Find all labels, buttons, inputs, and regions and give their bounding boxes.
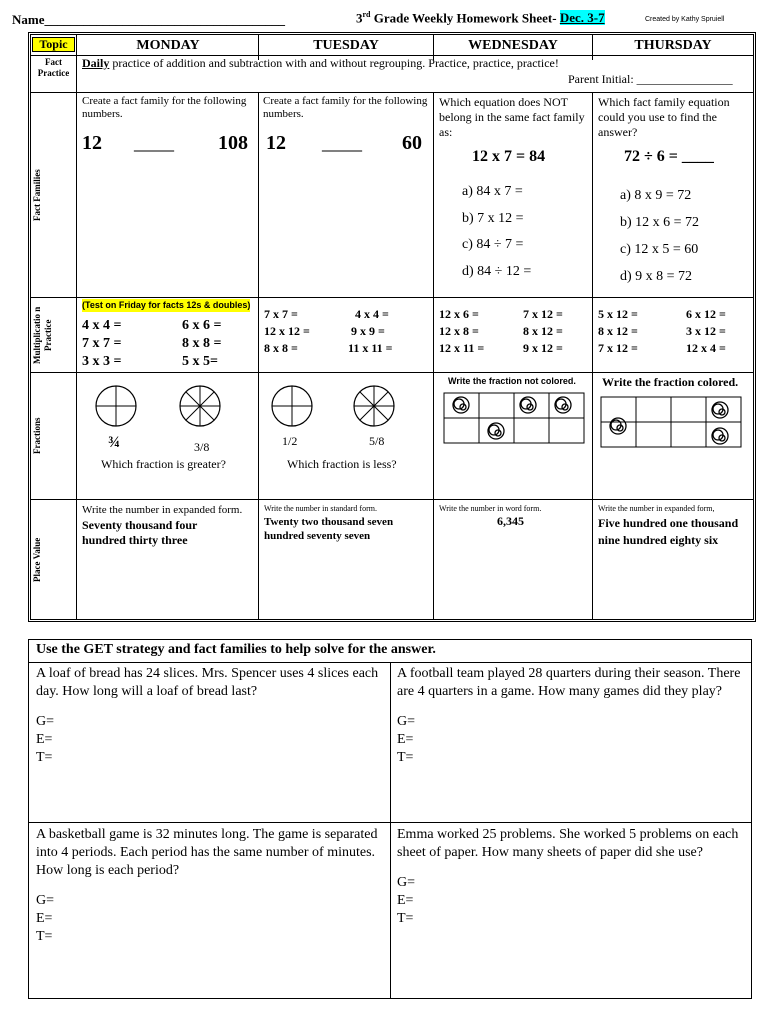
fraction-one-half: 1/2 xyxy=(282,434,298,448)
mult-thursday-5: 7 x 12 = xyxy=(598,341,638,355)
title-text: Grade Weekly Homework Sheet- xyxy=(370,10,560,26)
mult-wednesday-3: 12 x 8 = xyxy=(439,324,479,338)
get-equation: E= xyxy=(397,893,414,908)
ff-wednesday-option-c: c) 84 ÷ 7 = xyxy=(462,237,524,252)
ff-tuesday-blank: ____ xyxy=(322,132,362,154)
mult-monday-1: 4 x 4 = xyxy=(82,318,122,333)
fraction-grid-not-colored xyxy=(443,392,585,444)
pv-monday-prompt: Write the number in expanded form. xyxy=(82,504,243,516)
day-monday: MONDAY xyxy=(136,38,200,53)
problem-text: A basketball game is 32 minutes long. The game is separated into 4 periods. Each period has the same number of minutes. How long is each period? xyxy=(36,827,378,878)
fraction-five-eighths: 5/8 xyxy=(369,434,385,448)
page-title xyxy=(356,10,605,26)
pv-thursday-prompt: Write the number in expanded form, xyxy=(598,504,715,513)
row-label-fact-families: Fact Families xyxy=(32,169,42,221)
fact-practice-text xyxy=(82,57,742,70)
row-label-fact-practice: Fact Practice xyxy=(37,57,70,78)
ff-tuesday-n1: 12 xyxy=(266,132,286,154)
day-wednesday: WEDNESDAY xyxy=(468,38,558,53)
get-total: T= xyxy=(36,929,53,944)
mult-tuesday-6: 11 x 11 = xyxy=(348,341,393,355)
mult-tuesday-4: 9 x 9 = xyxy=(351,324,385,338)
credit-text: Created by Kathy Spruiell xyxy=(645,16,725,23)
pv-tuesday-prompt: Write the number in standard form. xyxy=(264,504,377,513)
ff-thursday-option-c: c) 12 x 5 = 60 xyxy=(620,242,699,257)
title-grade: 3 xyxy=(356,10,363,26)
get-given: G= xyxy=(397,714,416,729)
fraction-thursday-prompt: Write the fraction colored. xyxy=(602,375,739,389)
row-label-place-value: Place Value xyxy=(32,537,42,582)
word-problem-1 xyxy=(36,665,386,767)
mult-monday-5: 3 x 3 = xyxy=(82,354,122,369)
fraction-grid-colored xyxy=(600,396,742,448)
fact-practice-instructions: practice of addition and subtraction with and without regrouping. Practice, practice, practice! xyxy=(109,56,559,70)
pv-wednesday-value: 6,345 xyxy=(497,514,524,528)
ff-wednesday-option-b: b) 7 x 12 = xyxy=(462,211,524,226)
ff-wednesday-prompt: Which equation does NOT belong in the same fact family as: xyxy=(439,95,585,139)
grid-divider xyxy=(592,92,593,619)
ff-wednesday-equation: 12 x 7 = 84 xyxy=(472,148,546,165)
mult-tuesday-5: 8 x 8 = xyxy=(264,341,298,355)
word-problems-heading: Use the GET strategy and fact families to help solve for the answer. xyxy=(36,642,436,657)
word-problem-2 xyxy=(397,665,747,767)
circle-eighths-icon xyxy=(178,384,222,428)
mult-tuesday-1: 7 x 7 = xyxy=(264,307,298,321)
get-given: G= xyxy=(36,714,55,729)
grid-divider xyxy=(31,372,753,373)
day-thursday: THURSDAY xyxy=(634,38,712,53)
mult-wednesday-2: 7 x 12 = xyxy=(523,307,563,321)
mult-monday-3: 7 x 7 = xyxy=(82,336,122,351)
grid-divider xyxy=(31,297,753,298)
ff-tuesday-prompt: Create a fact family for the following numbers. xyxy=(263,95,428,120)
grid-divider xyxy=(31,499,753,500)
ff-monday-n2: 108 xyxy=(218,132,248,154)
title-dates: Dec. 3-7 xyxy=(559,10,605,26)
grid-divider xyxy=(28,822,752,823)
get-given: G= xyxy=(36,893,55,908)
mult-monday-6: 5 x 5= xyxy=(182,354,218,369)
get-equation: E= xyxy=(36,732,53,747)
row-label-fractions: Fractions xyxy=(32,417,42,455)
mult-thursday-2: 6 x 12 = xyxy=(686,307,726,321)
ff-monday-n1: 12 xyxy=(82,132,102,154)
ff-thursday-option-a: a) 8 x 9 = 72 xyxy=(620,188,692,203)
word-problem-4 xyxy=(397,826,747,928)
mult-thursday-4: 3 x 12 = xyxy=(686,324,726,338)
mult-tuesday-3: 12 x 12 = xyxy=(264,324,310,338)
get-equation: E= xyxy=(397,732,414,747)
daily-label: Daily xyxy=(82,56,110,70)
ff-wednesday-option-d: d) 84 ÷ 12 = xyxy=(462,264,532,279)
grid-divider xyxy=(390,662,391,999)
row-label-multiplication: Multiplicatio n Practice xyxy=(32,306,53,364)
problem-text: Emma worked 25 problems. She worked 5 problems on each sheet of paper. How many sheets of paper did she use? xyxy=(397,827,739,860)
get-given: G= xyxy=(397,875,416,890)
pv-wednesday-prompt: Write the number in word form. xyxy=(439,504,542,513)
grid-divider xyxy=(258,92,259,619)
problem-text: A loaf of bread has 24 slices. Mrs. Spencer uses 4 slices each day. How long will a loaf of bread last? xyxy=(36,666,379,699)
pv-monday-value: Seventy thousand four hundred thirty three xyxy=(82,518,198,547)
ff-tuesday-n2: 60 xyxy=(402,132,422,154)
mult-wednesday-6: 9 x 12 = xyxy=(523,341,563,355)
topic-label: Topic xyxy=(32,37,75,52)
get-total: T= xyxy=(397,750,414,765)
fraction-wednesday-prompt: Write the fraction not colored. xyxy=(448,376,576,386)
pv-thursday-value: Five hundred one thousand nine hundred eighty six xyxy=(598,516,739,547)
problem-text: A football team played 28 quarters during their season. There are 4 quarters in a game. How many games did they play? xyxy=(397,666,741,699)
mult-wednesday-5: 12 x 11 = xyxy=(439,341,485,355)
fraction-three-fourths: ¾ xyxy=(108,434,120,451)
circle-fourths-icon xyxy=(94,384,138,428)
ff-wednesday-option-a: a) 84 x 7 = xyxy=(462,184,523,199)
fraction-tuesday-question: Which fraction is less? xyxy=(287,457,397,471)
word-problem-3 xyxy=(36,826,386,946)
grid-divider xyxy=(31,92,753,93)
fraction-three-eighths: 3/8 xyxy=(194,440,210,454)
ff-thursday-option-b: b) 12 x 6 = 72 xyxy=(620,215,700,230)
name-field-label: Name_____________________________________ xyxy=(12,12,285,27)
mult-wednesday-4: 8 x 12 = xyxy=(523,324,563,338)
parent-initial: Parent Initial: ________________ xyxy=(568,72,733,86)
mult-wednesday-1: 12 x 6 = xyxy=(439,307,479,321)
mult-tuesday-2: 4 x 4 = xyxy=(355,307,389,321)
mult-thursday-6: 12 x 4 = xyxy=(686,341,726,355)
get-equation: E= xyxy=(36,911,53,926)
grid-divider xyxy=(76,35,77,619)
mult-monday-2: 6 x 6 = xyxy=(182,318,222,333)
title-grade-suffix: rd xyxy=(362,10,371,19)
mult-thursday-3: 8 x 12 = xyxy=(598,324,638,338)
circle-halves-icon xyxy=(270,384,314,428)
mult-monday-4: 8 x 8 = xyxy=(182,336,222,351)
circle-eighths-icon xyxy=(352,384,396,428)
day-tuesday: TUESDAY xyxy=(313,38,379,53)
pv-tuesday-value: Twenty two thousand seven hundred seventy seven xyxy=(264,516,394,542)
ff-thursday-option-d: d) 9 x 8 = 72 xyxy=(620,269,693,284)
ff-monday-prompt: Create a fact family for the following numbers. xyxy=(82,95,247,120)
mult-thursday-1: 5 x 12 = xyxy=(598,307,638,321)
fraction-monday-question: Which fraction is greater? xyxy=(101,457,226,471)
grid-divider xyxy=(433,92,434,619)
ff-thursday-equation: 72 ÷ 6 = ____ xyxy=(624,148,714,165)
test-note: (Test on Friday for facts 12s & doubles) xyxy=(82,300,251,310)
ff-thursday-prompt: Which fact family equation could you use to find the answer? xyxy=(598,95,730,139)
get-total: T= xyxy=(397,911,414,926)
ff-monday-blank: ____ xyxy=(134,132,174,154)
get-total: T= xyxy=(36,750,53,765)
scribble-icon xyxy=(610,402,728,444)
